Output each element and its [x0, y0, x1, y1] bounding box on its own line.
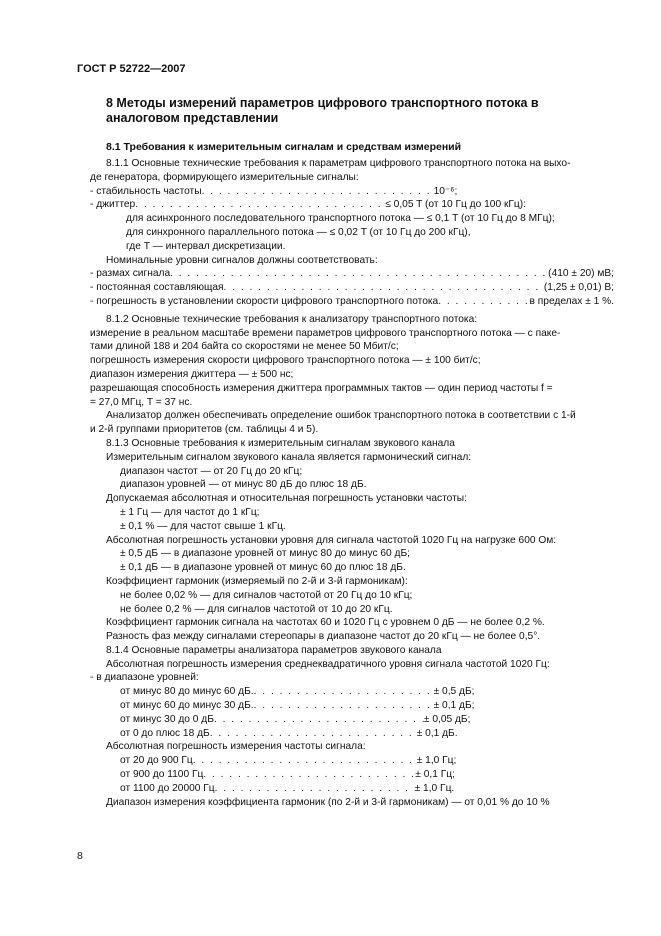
paragraph-line: не более 0,2 % — для сигналов частотой от 10 до 20 кГц. — [120, 603, 393, 615]
paragraph-line: Абсолютная погрешность измерения среднеквадратичного уровня сигнала частотой 1020 Гц: — [106, 658, 550, 670]
paragraph-line: где T — интервал дискретизации. — [126, 240, 286, 252]
paragraph-line: для асинхронного последовательного транспортного потока — ≤ 0,1 T (от 10 Гц до 8 МГц); — [126, 213, 555, 225]
paragraph-line: ± 0,5 дБ — в диапазоне уровней от минус 80 до минус 60 дБ; — [120, 548, 410, 560]
document-body — [90, 157, 614, 809]
paragraph-line: измерение в реальном масштабе времени параметров цифрового транспортного потока — с паке- — [90, 327, 561, 339]
paragraph-line: ± 0,1 дБ — в диапазоне уровней от минус 60 до плюс 18 дБ. — [120, 562, 406, 574]
paragraph-line: Диапазон измерения коэффициента гармоник (по 2-й и 3-й гармоникам) — от 0,01 % до 10 % — [106, 796, 550, 808]
spec-row: - постоянная составляющая . . . (1,25 ± 0,01) В; — [90, 281, 614, 295]
paragraph-line: 8.1.3 Основные требования к измерительным сигналам звукового канала — [106, 437, 455, 449]
paragraph-line: Коэффициент гармоник сигнала на частотах 60 и 1020 Гц с уровнем 0 дБ — не более 0,2 %. — [106, 617, 545, 629]
paragraph-line: Коэффициент гармоник (измеряемый по 2-й и 3-й гармоникам): — [106, 575, 408, 587]
spec-row: от 20 до 900 Гц . . . ± 1,0 Гц; — [90, 754, 614, 768]
subsection-title: 8.1 Требования к измерительным сигналам и средствам измерений — [106, 141, 462, 153]
paragraph-line: для синхронного параллельного потока — ≤ 0,02 T (от 10 Гц до 200 кГц), — [126, 226, 471, 238]
paragraph-line: диапазон измерения джиттера — ± 500 нс; — [90, 368, 294, 380]
paragraph-line: 8.1.4 Основные параметры анализатора параметров звукового канала — [106, 644, 442, 656]
paragraph-line: не более 0,02 % — для сигналов частотой от 20 Гц до 10 кГц; — [120, 589, 413, 601]
spec-row: от минус 60 до минус 30 дБ. . . . ± 0,1 дБ; — [90, 699, 614, 713]
paragraph-line: Номинальные уровни сигналов должны соответствовать: — [106, 254, 378, 266]
spec-row: от минус 30 до 0 дБ . . . ± 0,05 дБ; — [90, 713, 614, 727]
spec-row: - джиттер . . . ≤ 0,05 T (от 10 Гц до 100 кГц): — [90, 198, 614, 212]
paragraph-line: погрешность измерения скорости цифрового транспортного потока — ± 100 бит/с; — [90, 355, 481, 367]
paragraph-line: Допускаемая абсолютная и относительная погрешность установки частоты: — [106, 493, 467, 505]
spec-row: от 900 до 1100 Гц . . . ± 0,1 Гц; — [90, 768, 614, 782]
paragraph-line: диапазон уровней — от минус 80 дБ до плюс 18 дБ. — [120, 479, 367, 491]
spec-row: - погрешность в установлении скорости цифрового транспортного потока . . . в пределах ± 1 %. — [90, 295, 614, 309]
section-title: 8 Методы измерений параметров цифрового транспортного потока в аналоговом представлении — [106, 96, 539, 125]
paragraph-line: тами длиной 188 и 204 байта со скоростями не менее 50 Мбит/с; — [90, 341, 399, 353]
spec-row: от 0 до плюс 18 дБ . . . ± 0,1 дБ. — [90, 727, 614, 741]
paragraph-line: де генератора, формирующего измерительные сигналы: — [90, 171, 359, 183]
paragraph-line: = 27,0 МГц, T = 37 нс. — [90, 396, 193, 408]
paragraph-line: Абсолютная погрешность измерения частоты сигнала: — [106, 741, 366, 753]
paragraph-line: 8.1.2 Основные технические требования к анализатору транспортного потока: — [106, 313, 478, 325]
spec-row: - размах сигнала . . . (410 ± 20) мВ; — [90, 267, 614, 281]
paragraph-line: разрешающая способность измерения джиттера программных тактов — один период частоты f = — [90, 382, 553, 394]
spec-row: - стабильность частоты . . . 10⁻⁶; — [90, 185, 614, 199]
paragraph-line: ± 0,1 % — для частот свыше 1 кГц. — [120, 520, 286, 532]
spec-row: от 1100 до 20000 Гц . . . ± 1,0 Гц. — [90, 782, 614, 796]
paragraph-line: Анализатор должен обеспечивать определение ошибок транспортного потока в соответствии с 1-й — [106, 410, 576, 422]
page-number: 8 — [77, 850, 83, 862]
paragraph-line: - в диапазоне уровней: — [90, 672, 199, 684]
paragraph-line: Абсолютная погрешность установки уровня для сигнала частотой 1020 Гц на нагрузке 600 Ом: — [106, 534, 557, 546]
paragraph-line: ± 1 Гц — для частот до 1 кГц; — [120, 506, 260, 518]
paragraph-line: 8.1.1 Основные технические требования к параметрам цифрового транспортного потока на выхо- — [106, 158, 571, 169]
paragraph-line: и 2-й группами приоритетов (см. таблицы 4 и 5). — [90, 424, 319, 436]
spec-row: от минус 80 до минус 60 дБ. . . . ± 0,5 дБ; — [90, 685, 614, 699]
paragraph-line: Измерительным сигналом звукового канала является гармонический сигнал: — [106, 451, 472, 463]
paragraph-line: Разность фаз между сигналами стереопары в диапазоне частот до 20 кГц — не более 0,5°. — [106, 631, 541, 643]
paragraph-line: диапазон частот — от 20 Гц до 20 кГц; — [120, 465, 303, 477]
standard-header: ГОСТ Р 52722—2007 — [77, 63, 186, 75]
